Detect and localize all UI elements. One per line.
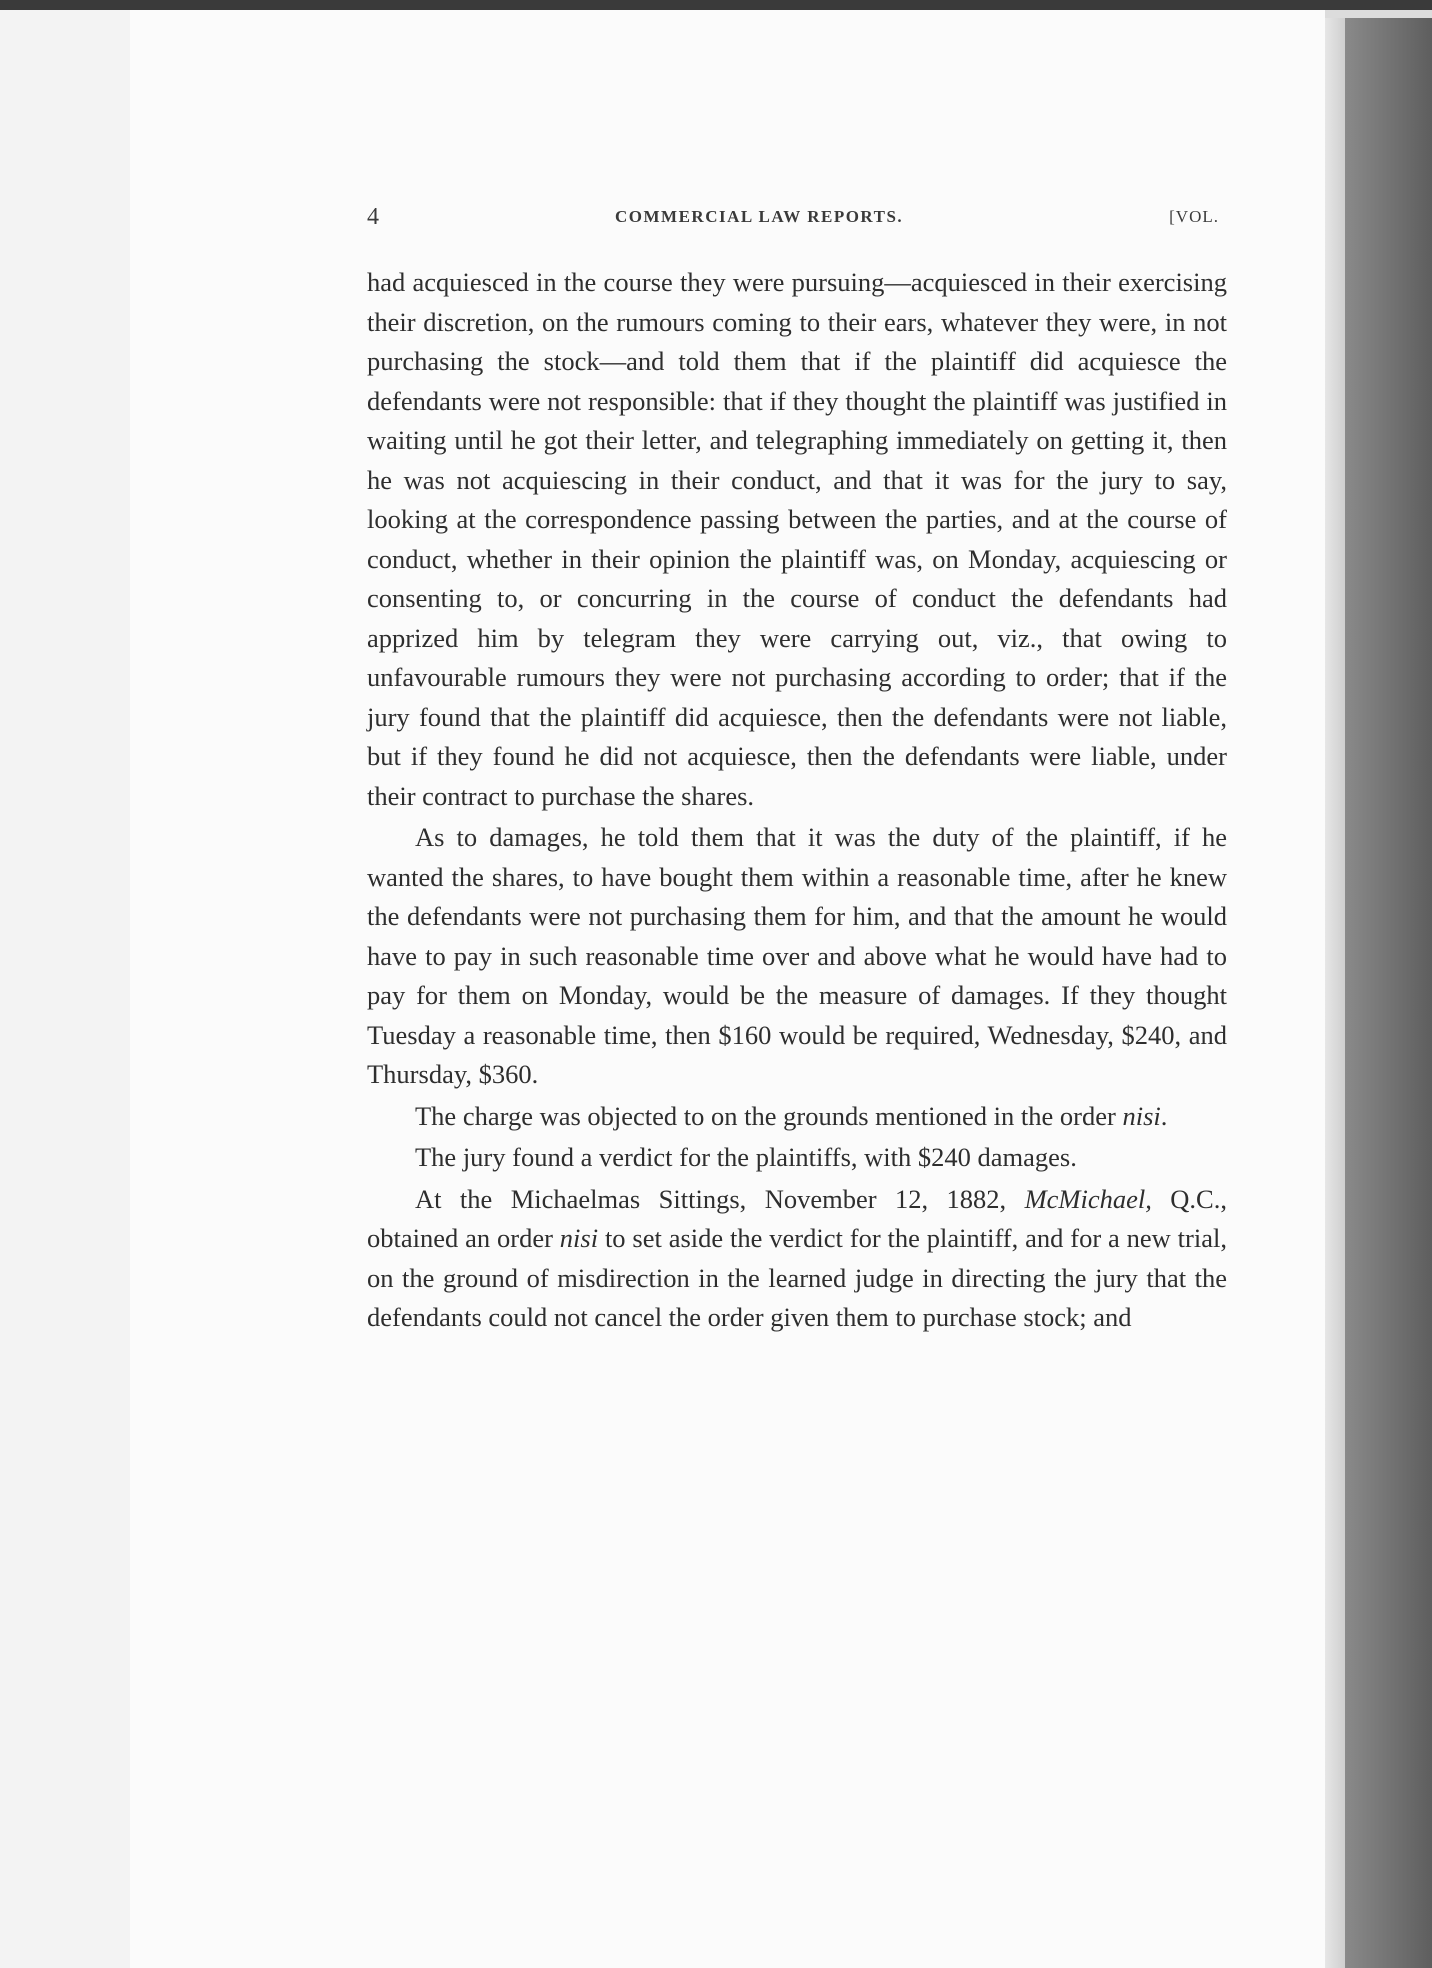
text-run: The charge was objected to on the grounds mentioned in the order [415, 1100, 1123, 1131]
page-number: 4 [367, 204, 379, 230]
scan-right-border [1345, 18, 1432, 1968]
running-head: COMMERCIAL LAW REPORTS. [615, 207, 904, 226]
paragraph-continuation: had acquiesced in the course they were pursuing—acquiesced in their exercising their discretion, on the rumours coming to their ears, whatever they were, in not purchasing the stock—and told them that if the plaintiff did acquiesce the defendants were not responsible: that if they thought the plaintiff was justified in waiting until he got their letter, and telegraphing immediately on getting it, then he was not acquiescing in their conduct, and that it was for the jury to say, looking at the correspondence passing between the parties, and at the course of conduct, whether in their opinion the plaintiff was, on Monday, acquiescing or consenting to, or concurring in the course of conduct the defendants had apprized him by telegram they were carrying out, viz., that owing to unfavourable rumours they were not purchasing according to order; that if the jury found that the plaintiff did acquiesce, then the defendants were not liable, but if they found he did not acquiesce, then the defendants were liable, under their contract to purchase the shares. [367, 267, 1227, 811]
body-text [367, 263, 1227, 1338]
paragraph-damages: As to damages, he told them that it was the duty of the plaintiff, if he wanted the shares, to have bought them within a reasonable time, after he knew the defendants were not purchasing them for him, and that the amount he would have to pay in such reasonable time over and above what he would have had to pay for them on Monday, would be the measure of damages. If they thought Tuesday a reasonable time, then $160 would be required, Wednesday, $240, and Thursday, $360. [367, 822, 1227, 1089]
scan-top-border [0, 0, 1432, 10]
text-run: . [1160, 1100, 1168, 1131]
paragraph-charge-objected [367, 1097, 1227, 1137]
text-run: Q.C., obtained an order [367, 1183, 1227, 1253]
italic-term: nisi [559, 1223, 599, 1253]
volume-label: [VOL. [1169, 207, 1219, 226]
text-run: At the Michaelmas Sittings, November 12, 1882, [415, 1183, 1025, 1214]
page-header [367, 204, 1227, 234]
paragraph-verdict: The jury found a verdict for the plaintiffs, with $240 damages. [415, 1142, 1077, 1172]
text-run: to set aside the verdict for the plaintiff, and for a new trial, on the ground of misdirection in the learned judge in directing the jury that the defendants could not cancel the order given them to purchase stock; and [367, 1223, 1227, 1332]
scan-left-margin [0, 10, 130, 1968]
paragraph-michaelmas [367, 1180, 1227, 1338]
italic-term: nisi [1122, 1100, 1161, 1131]
page-edge [1325, 18, 1345, 1968]
italic-name: McMichael, [1024, 1183, 1152, 1214]
